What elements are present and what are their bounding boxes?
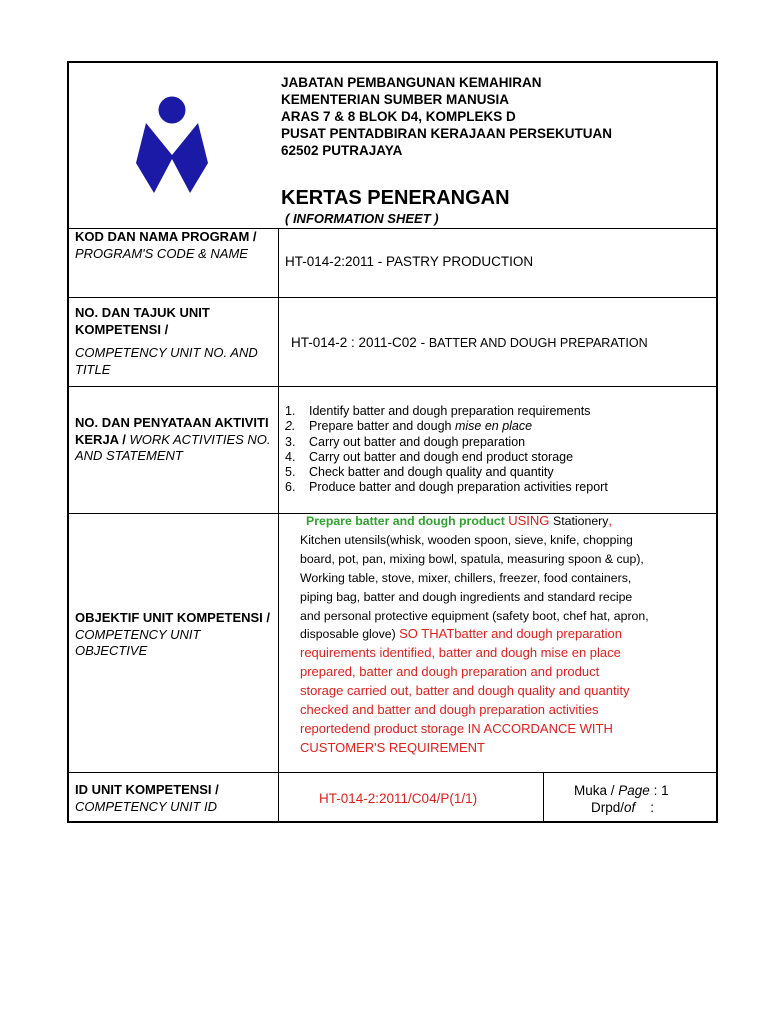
objective-text-run: piping bag, batter and dough ingredients and standard recipe — [300, 589, 633, 604]
activity-number: 4. — [285, 449, 296, 464]
unit-value — [291, 334, 648, 352]
row-divider — [69, 386, 716, 387]
unit-code: HT-014-2 : 2011-C02 - — [291, 335, 429, 350]
objective-line — [300, 607, 718, 626]
objective-text-run: USING — [508, 513, 554, 528]
address-line: PUSAT PENTADBIRAN KERAJAAN PERSEKUTUAN — [281, 126, 613, 141]
objective-line — [300, 531, 718, 550]
objective-text-run: prepared, batter and dough preparation and product — [300, 664, 600, 680]
activity-number: 3. — [285, 434, 296, 449]
objective-text-run: Working table, stove, mixer, chillers, freezer, food containers, — [300, 570, 632, 585]
activities-label — [75, 415, 271, 465]
activity-item — [285, 480, 715, 495]
unit-id-value: HT-014-2:2011/C04/P(1/1) — [319, 791, 478, 806]
objective-text-run: reportedend product storage IN ACCORDANCE WITH — [300, 720, 613, 736]
objective-text-run: and personal protective equipment (safety boot, chef hat, apron, — [300, 608, 649, 623]
address-line: ARAS 7 & 8 BLOK D4, KOMPLEKS D — [281, 109, 516, 124]
objective-text — [300, 512, 718, 758]
page-info — [574, 782, 669, 816]
activity-text: Identify batter and dough preparation requirements — [309, 404, 591, 418]
activity-item — [285, 465, 715, 480]
page-label-malay: Muka / — [574, 783, 619, 798]
objective-text-run: CUSTOMER'S REQUIREMENT — [300, 739, 485, 755]
objective-line — [300, 569, 718, 588]
objective-line — [300, 739, 718, 758]
column-divider — [543, 772, 544, 821]
activities-label-bold: NO. DAN PENYATAAN AKTIVITI KERJA / — [75, 415, 269, 447]
activity-item — [285, 435, 715, 450]
objective-label — [75, 610, 271, 660]
column-divider — [278, 228, 279, 821]
address-line: JABATAN PEMBANGUNAN KEMAHIRAN — [281, 75, 542, 90]
objective-text-run: Kitchen utensils(whisk, wooden spoon, sieve, knife, chopping — [300, 532, 633, 547]
unit-label — [75, 305, 271, 378]
activity-item — [285, 419, 715, 434]
objective-text-run: Prepare batter and dough product — [306, 514, 509, 528]
activity-number: 2. — [285, 419, 296, 434]
document-title: KERTAS PENERANGAN — [281, 187, 510, 209]
program-label-italic: PROGRAM'S CODE & NAME — [75, 245, 248, 261]
objective-line — [306, 512, 718, 531]
objective-line — [300, 701, 718, 720]
objective-text-run: storage carried out, batter and dough quality and quantity — [300, 683, 630, 699]
objective-line — [300, 720, 718, 739]
activity-text: Produce batter and dough preparation activities report — [309, 480, 608, 495]
activity-number: 6. — [285, 480, 296, 495]
objective-label-italic: COMPETENCY UNIT OBJECTIVE — [75, 626, 201, 658]
objective-text-run: SO THAT — [399, 626, 455, 642]
unit-id-label-italic: COMPETENCY UNIT ID — [75, 798, 218, 814]
activity-number: 1. — [285, 404, 296, 418]
program-value: HT-014-2:2011 - PASTRY PRODUCTION — [285, 254, 534, 269]
objective-text-run: Stationery — [553, 514, 609, 528]
activity-item — [285, 450, 715, 465]
activity-text: Carry out batter and dough end product storage — [309, 449, 574, 464]
objective-text-run: checked and batter and dough preparation activities — [300, 702, 599, 718]
activity-text: Prepare batter and dough — [309, 419, 455, 434]
unit-title: BATTER AND DOUGH PREPARATION — [428, 336, 648, 350]
activity-number: 5. — [285, 465, 296, 480]
objective-text-run: requirements identified, batter and dough mise en place — [300, 645, 621, 661]
objective-text-run: , — [608, 513, 613, 528]
unit-label-bold: NO. DAN TAJUK UNIT KOMPETENSI / — [75, 305, 210, 337]
objective-line — [300, 682, 718, 701]
activity-item — [285, 404, 715, 419]
program-label — [75, 229, 271, 262]
unit-id-label-bold: ID UNIT KOMPETENSI / — [75, 782, 219, 797]
objective-label-bold: OBJEKTIF UNIT KOMPETENSI / — [75, 610, 271, 625]
activity-text: Check batter and dough quality and quantity — [309, 465, 554, 480]
activity-text: Carry out batter and dough preparation — [309, 434, 526, 449]
address-line: KEMENTERIAN SUMBER MANUSIA — [281, 92, 510, 107]
objective-line — [300, 644, 718, 663]
row-divider — [69, 772, 716, 773]
unit-label-italic: COMPETENCY UNIT NO. AND TITLE — [75, 345, 258, 377]
document-subtitle: ( INFORMATION SHEET ) — [285, 211, 439, 226]
page-label-en: Page — [618, 783, 650, 798]
objective-text-run: disposable glove) — [300, 627, 400, 642]
row-divider — [69, 297, 716, 298]
of-label-en: of — [624, 800, 636, 815]
ministry-logo — [136, 95, 208, 195]
activities-list — [285, 404, 715, 496]
unit-id-label — [75, 782, 271, 815]
objective-text-run: board, pot, pan, mixing bowl, spatula, measuring spoon & cup), — [300, 551, 644, 566]
objective-text-run: batter and dough preparation — [454, 626, 622, 642]
objective-line — [300, 625, 718, 644]
program-label-bold: KOD DAN NAMA PROGRAM / — [75, 229, 257, 244]
activities-label-italic: WORK ACTIVITIES NO. AND STATEMENT — [75, 431, 271, 463]
of-value: : — [635, 800, 655, 815]
address-line: 62502 PUTRAJAYA — [281, 143, 403, 158]
activity-text-italic: mise en place — [454, 419, 533, 434]
objective-line — [300, 588, 718, 607]
page-number: : 1 — [653, 783, 669, 798]
of-label-malay: Drpd/ — [591, 800, 625, 815]
information-sheet — [67, 61, 718, 823]
objective-line — [300, 550, 718, 569]
organization-address — [281, 74, 612, 159]
objective-line — [300, 663, 718, 682]
